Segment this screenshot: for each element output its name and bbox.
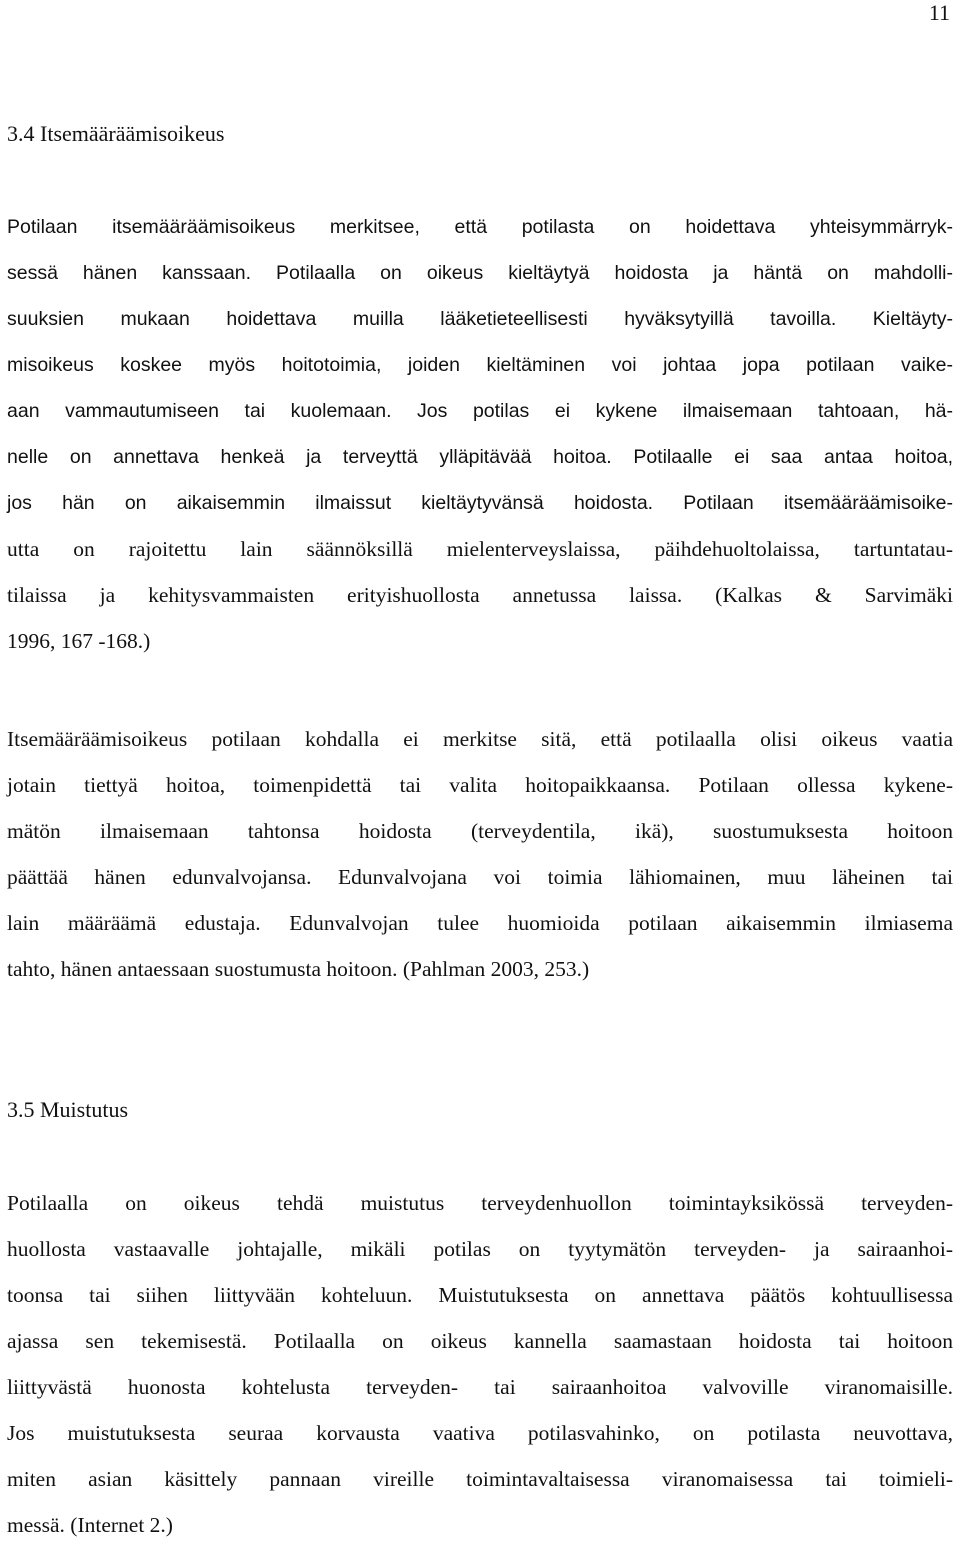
section-heading-3-4: 3.4 Itsemääräämisoikeus	[7, 121, 225, 146]
text-line: aan vammautumiseen tai kuolemaan. Jos potilas ei kykene ilmaisemaan tahtoaan, hä-	[7, 400, 953, 422]
text-line: mätön ilmaisemaan tahtonsa hoidosta (terveydentila, ikä), suostumuksesta hoitoon	[7, 819, 953, 843]
text-line: tilaissa ja kehitysvammaisten erityishuollosta annetussa laissa. (Kalkas & Sarvimäki	[7, 583, 953, 607]
text-line: Potilaan itsemääräämisoikeus merkitsee, että potilasta on hoidettava yhteisymmärryk-	[7, 216, 953, 238]
paragraph-complaint	[7, 1180, 953, 1548]
text-line: lain määräämä edustaja. Edunvalvojan tulee huomioida potilaan aikaisemmin ilmiasema	[7, 911, 953, 935]
section-heading-3-5: 3.5 Muistutus	[7, 1097, 129, 1122]
text-line: jos hän on aikaisemmin ilmaissut kieltäytyvänsä hoidosta. Potilaan itsemääräämisoike-	[7, 492, 953, 514]
text-line: misoikeus koskee myös hoitotoimia, joiden kieltäminen voi johtaa jopa potilaan vaike-	[7, 354, 953, 376]
text-line: utta on rajoitettu lain säännöksillä mielenterveyslaissa, päihdehuoltolaissa, tartuntatau-	[7, 537, 953, 561]
text-line: jotain tiettyä hoitoa, toimenpidettä tai valita hoitopaikkaansa. Potilaan ollessa kykene-	[7, 773, 953, 797]
text-line: huollosta vastaavalle johtajalle, mikäli potilas on tyytymätön terveyden- ja sairaanhoi-	[7, 1237, 953, 1261]
paragraph-self-determination	[7, 204, 953, 664]
page-number: 11	[928, 0, 950, 25]
text-line: päättää hänen edunvalvojansa. Edunvalvojana voi toimia lähiomainen, muu läheinen tai	[7, 865, 953, 889]
paragraph-guardian	[7, 716, 953, 992]
text-line: liittyvästä huonosta kohtelusta terveyden- tai sairaanhoitoa valvoville viranomaisille.	[7, 1375, 953, 1399]
text-line: 1996, 167 -168.)	[7, 629, 151, 653]
text-line: suuksien mukaan hoidettava muilla lääketieteellisesti hyväksytyillä tavoilla. Kieltäyty-	[7, 308, 953, 330]
text-line: ajassa sen tekemisestä. Potilaalla on oikeus kannella saamastaan hoidosta tai hoitoon	[7, 1329, 953, 1353]
text-line: Jos muistutuksesta seuraa korvausta vaativa potilasvahinko, on potilasta neuvottava,	[7, 1421, 953, 1445]
text-line: Itsemääräämisoikeus potilaan kohdalla ei merkitse sitä, että potilaalla olisi oikeus vaatia	[7, 727, 953, 751]
text-line: messä. (Internet 2.)	[7, 1513, 173, 1537]
text-line: Potilaalla on oikeus tehdä muistutus terveydenhuollon toimintayksikössä terveyden-	[7, 1191, 953, 1215]
text-line: toonsa tai siihen liittyvään kohteluun. Muistutuksesta on annettava päätös kohtuullisessa	[7, 1283, 953, 1307]
text-line: sessä hänen kanssaan. Potilaalla on oikeus kieltäytyä hoidosta ja häntä on mahdolli-	[7, 262, 953, 284]
text-line: miten asian käsittely pannaan vireille toimintavaltaisessa viranomaisessa tai toimieli-	[7, 1467, 953, 1491]
text-line: tahto, hänen antaessaan suostumusta hoitoon. (Pahlman 2003, 253.)	[7, 957, 590, 981]
text-line: nelle on annettava henkeä ja terveyttä ylläpitävää hoitoa. Potilaalle ei saa antaa hoitoa,	[7, 446, 953, 468]
